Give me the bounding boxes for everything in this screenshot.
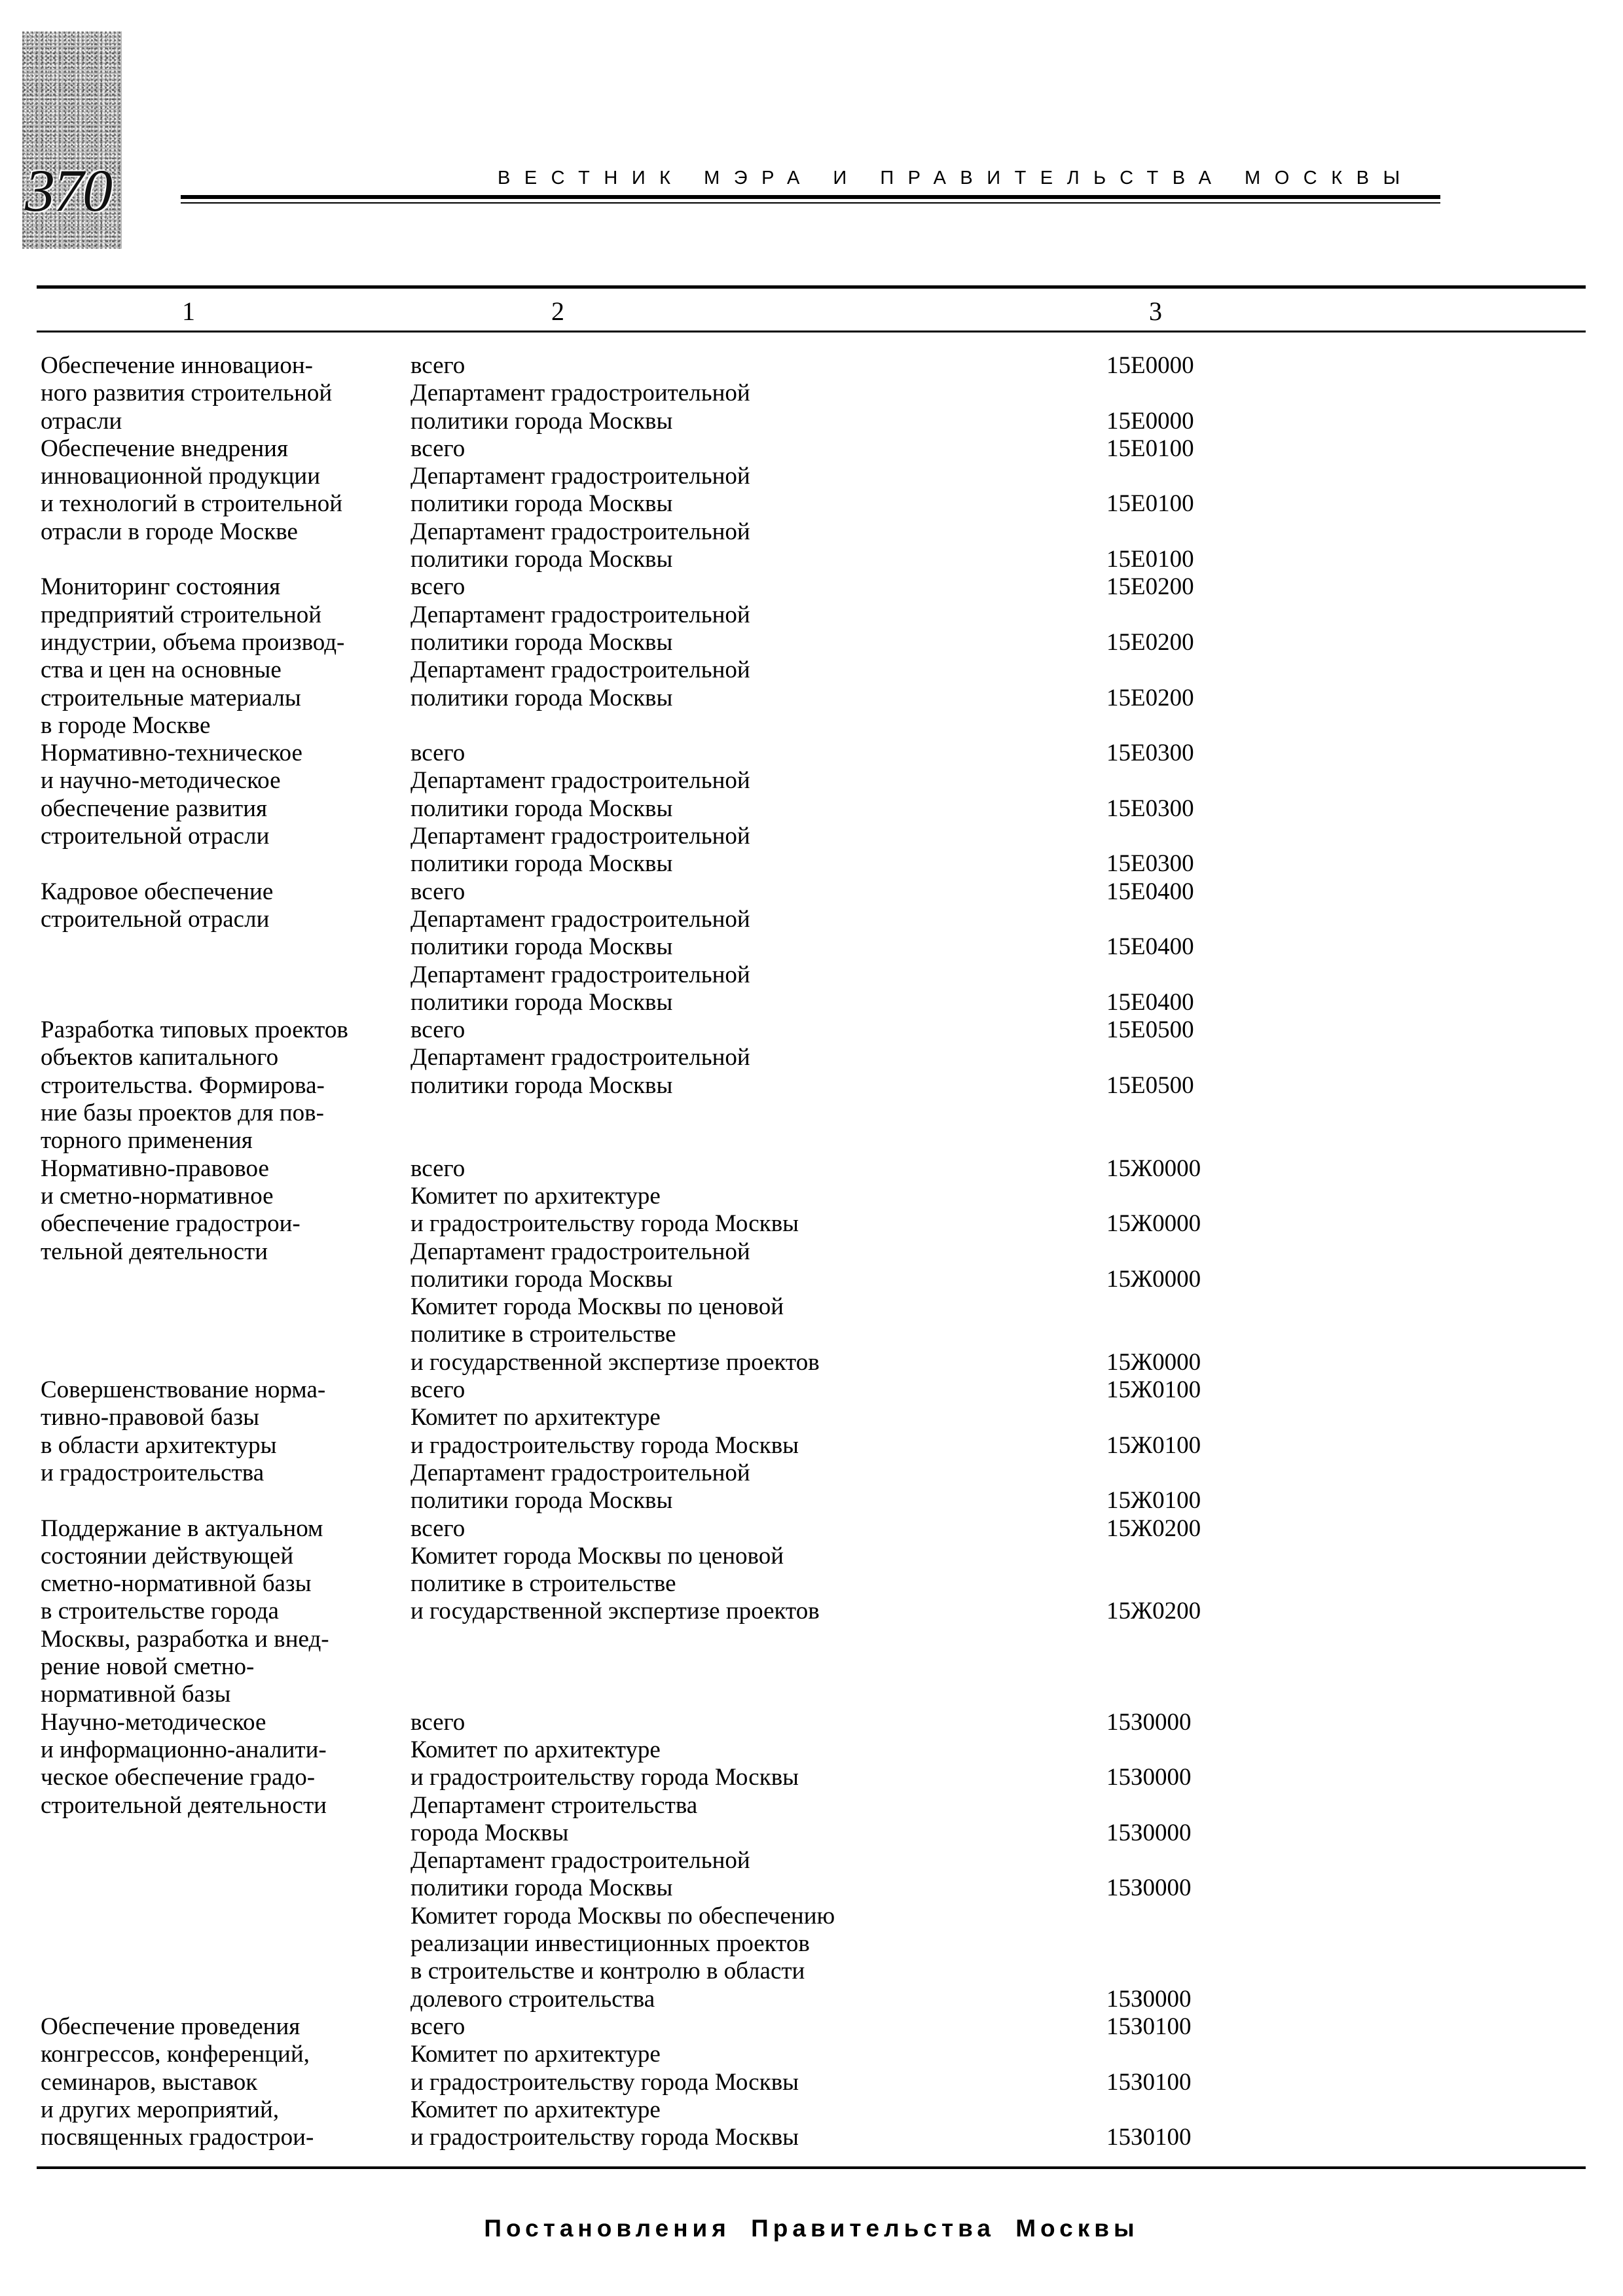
- table-header-rule: [37, 331, 1586, 332]
- row-agency-cell: всего Департамент градостроительной политики города Москвы Департамент градостроительной политики города Москвы: [410, 740, 750, 878]
- row-code-cell: 15Е0000 15Е0000: [1106, 352, 1194, 435]
- page-number: 370: [25, 157, 111, 224]
- row-name-cell: Научно-методическое и информационно-аналити- ческое обеспечение градо- строительной деятельности: [41, 1708, 327, 1819]
- row-name-cell: Поддержание в актуальном состоянии действующей сметно-нормативной базы в строительстве города Москвы, разработка и внед- рение новой сметно- нормативной базы: [41, 1515, 329, 1708]
- column-header-1: 1: [182, 296, 195, 326]
- row-agency-cell: всего Департамент градостроительной политики города Москвы Департамент градостроительной политики города Москвы: [410, 435, 750, 573]
- header-rule-thin: [181, 202, 1440, 204]
- row-agency-cell: всего Департамент градостроительной политики города Москвы Департамент градостроительной политики города Москвы: [410, 878, 750, 1016]
- row-agency-cell: всего Департамент градостроительной политики города Москвы: [410, 352, 750, 435]
- row-code-cell: 15Ж0100 15Ж0100 15Ж0100: [1106, 1376, 1201, 1515]
- header-rule: [181, 195, 1440, 199]
- row-agency-cell: всего Комитет по архитектуре и градостроительству города Москвы Департамент градостроительной политики города Москвы: [410, 1376, 799, 1515]
- table-row: [0, 352, 1623, 435]
- row-code-cell: 15З0100 15З0100 15З0100: [1106, 2013, 1192, 2151]
- table-row: [0, 1376, 1623, 1515]
- row-name-cell: Мониторинг состояния предприятий строительной индустрии, объема производ- ства и цен на основные строительные материалы в городе Москве: [41, 573, 345, 739]
- row-name-cell: Обеспечение проведения конгрессов, конференций, семинаров, выставок и других мероприятий, посвященных градострои-: [41, 2013, 314, 2151]
- table-row: [0, 573, 1623, 740]
- table-row: [0, 740, 1623, 878]
- footer-section-title: Постановления Правительства Москвы: [484, 2215, 1139, 2242]
- journal-title: ВЕСТНИК МЭРА И ПРАВИТЕЛЬСТВА МОСКВЫ: [498, 168, 1414, 188]
- row-code-cell: 15Е0500 15Е0500: [1106, 1016, 1194, 1099]
- row-agency-cell: всего Комитет по архитектуре и градостроительству города Москвы Комитет по архитектуре и градостроительству города Москвы: [410, 2013, 799, 2151]
- table-row: [0, 1709, 1623, 2013]
- row-agency-cell: всего Департамент градостроительной политики города Москвы Департамент градостроительной политики города Москвы: [410, 573, 750, 711]
- table-row: [0, 1515, 1623, 1709]
- table-row: [0, 2013, 1623, 2152]
- row-name-cell: Обеспечение внедрения инновационной продукции и технологий в строительной отрасли в городе Москве: [41, 435, 343, 545]
- table-row: [0, 435, 1623, 574]
- row-code-cell: 15Е0200 15Е0200 15Е0200: [1106, 573, 1194, 711]
- table-row: [0, 1155, 1623, 1376]
- row-name-cell: Кадровое обеспечение строительной отрасли: [41, 878, 274, 933]
- row-name-cell: Обеспечение инновацион- ного развития строительной отрасли: [41, 352, 333, 435]
- column-header-3: 3: [1149, 296, 1162, 326]
- row-name-cell: Нормативно-правовое и сметно-нормативное обеспечение градострои- тельной деятельности: [41, 1155, 301, 1265]
- row-agency-cell: всего Департамент градостроительной политики города Москвы: [410, 1016, 750, 1099]
- row-code-cell: 15Е0100 15Е0100 15Е0100: [1106, 435, 1194, 573]
- table-top-rule: [37, 285, 1586, 289]
- row-agency-cell: всего Комитет по архитектуре и градостроительству города Москвы Департамент градостроительной политики города Москвы Комитет города Москвы по ценовой политике в строительстве и государственной экспертизе проектов: [410, 1155, 820, 1376]
- row-code-cell: 15Е0300 15Е0300 15Е0300: [1106, 740, 1194, 878]
- row-name-cell: Совершенствование норма- тивно-правовой базы в области архитектуры и градостроительства: [41, 1376, 326, 1486]
- row-code-cell: 15Ж0200 15Ж0200: [1106, 1515, 1201, 1625]
- table-bottom-rule: [37, 2166, 1586, 2169]
- table-row: [0, 878, 1623, 1017]
- row-agency-cell: всего Комитет города Москвы по ценовой политике в строительстве и государственной экспертизе проектов: [410, 1515, 820, 1625]
- column-header-2: 2: [551, 296, 564, 326]
- row-code-cell: 15З0000 15З0000 15З0000 15З0000 15З0000: [1106, 1708, 1192, 2013]
- row-name-cell: Разработка типовых проектов объектов капитального строительства. Формирова- ние базы проектов для пов- торного применения: [41, 1016, 348, 1155]
- row-code-cell: 15Ж0000 15Ж0000 15Ж0000 15Ж0000: [1106, 1155, 1201, 1376]
- row-code-cell: 15Е0400 15Е0400 15Е0400: [1106, 878, 1194, 1016]
- table-row: [0, 1016, 1623, 1155]
- row-name-cell: Нормативно-техническое и научно-методическое обеспечение развития строительной отрасли: [41, 740, 302, 850]
- budget-classification-table: [0, 352, 1623, 2151]
- row-agency-cell: всего Комитет по архитектуре и градостроительству города Москвы Департамент строительства города Москвы Департамент градостроительной политики города Москвы Комитет города Москвы по обеспечению реализации инвестиционных проектов в строительстве и контролю в области долевого строительства: [410, 1708, 835, 2013]
